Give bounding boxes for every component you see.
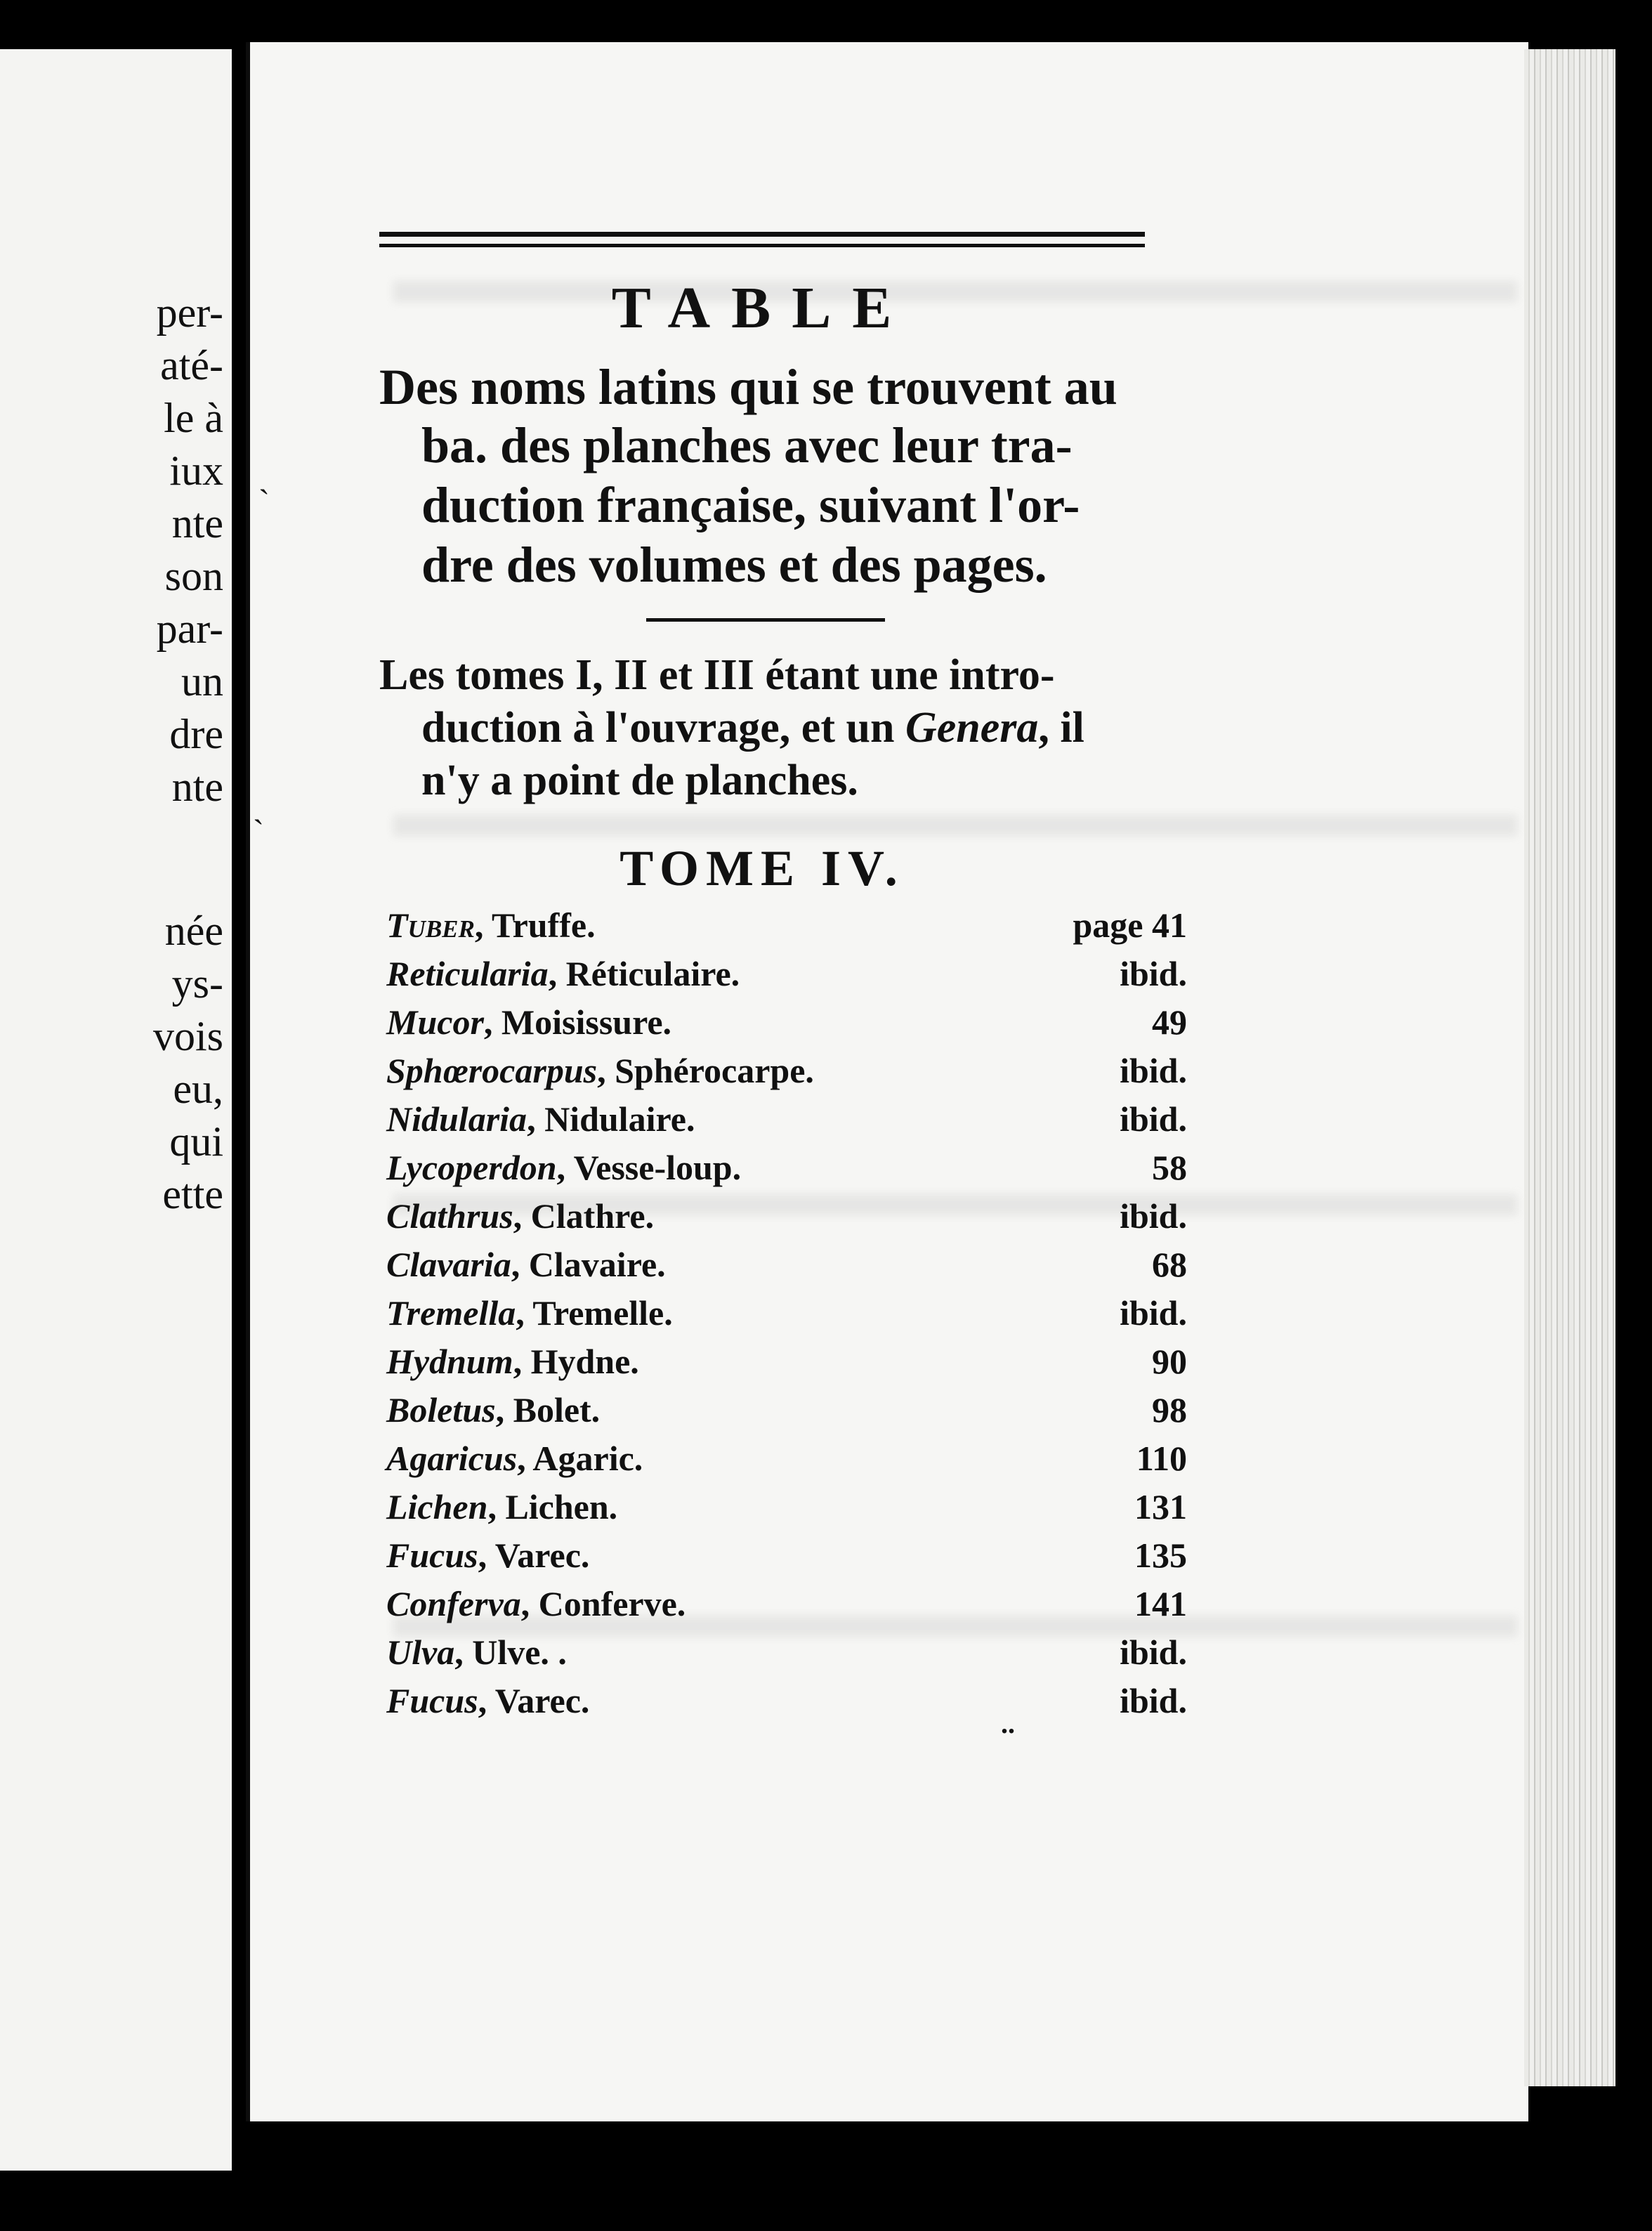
left-fragment-line: nte bbox=[171, 764, 223, 810]
subtitle-line: dre des volumes et des pages. bbox=[421, 537, 1047, 593]
page-ref: ibid. bbox=[1120, 1633, 1187, 1672]
left-fragment-line: vois bbox=[152, 1013, 223, 1059]
index-entry bbox=[386, 1389, 1187, 1432]
french-name: , Varec. bbox=[478, 1681, 590, 1720]
latin-name: Mucor bbox=[386, 1002, 484, 1042]
page-ref: 68 bbox=[1152, 1245, 1187, 1284]
left-fragment-line: le à bbox=[164, 395, 223, 441]
section-title: TOME IV. bbox=[620, 840, 905, 896]
latin-name: Sphœrocarpus bbox=[386, 1051, 598, 1090]
left-fragment-line: até- bbox=[160, 342, 223, 388]
latin-name: Hydnum bbox=[386, 1342, 513, 1381]
latin-name: Lycoperdon bbox=[386, 1148, 557, 1187]
intro-genera-italic: Genera bbox=[905, 704, 1039, 752]
left-fragment-line: un bbox=[181, 658, 223, 705]
index-entry bbox=[386, 1632, 1187, 1674]
left-fragment-line: dre bbox=[169, 711, 223, 757]
latin-name: Tuber bbox=[386, 905, 475, 945]
top-double-rule bbox=[379, 232, 1145, 247]
page-ref: 58 bbox=[1152, 1148, 1187, 1187]
intro-line: Les tomes I, II et III étant une intro- bbox=[379, 651, 1055, 699]
french-name: , Tremelle. bbox=[516, 1293, 673, 1333]
french-name: , Moisissure. bbox=[483, 1002, 672, 1042]
french-name: , Réticulaire. bbox=[548, 954, 740, 993]
page-ref: ibid. bbox=[1120, 1051, 1187, 1090]
index-entry bbox=[386, 1486, 1187, 1529]
french-name: , Agaric. bbox=[517, 1439, 643, 1478]
page-ref: 90 bbox=[1152, 1342, 1187, 1381]
latin-name: Conferva bbox=[386, 1584, 521, 1623]
page-title: TABLE bbox=[611, 275, 913, 341]
french-name: , Varec. bbox=[478, 1536, 590, 1575]
index-entry bbox=[386, 953, 1187, 995]
left-fragment-line: qui bbox=[169, 1118, 223, 1165]
left-fragment-line: eu, bbox=[173, 1066, 223, 1112]
french-name: , Hydne. bbox=[513, 1342, 639, 1381]
index-entry bbox=[386, 1293, 1187, 1335]
page-ref: ibid. bbox=[1120, 954, 1187, 993]
page-edge bbox=[1524, 49, 1615, 2086]
show-through bbox=[393, 815, 1517, 836]
intro-line: n'y a point de planches. bbox=[421, 757, 858, 804]
latin-name: Nidularia bbox=[386, 1099, 527, 1139]
latin-name: Agaricus bbox=[386, 1439, 518, 1478]
french-name: , Vesse-loup. bbox=[556, 1148, 742, 1187]
left-fragment-line: née bbox=[164, 908, 223, 954]
short-divider-rule bbox=[646, 618, 885, 622]
index-entry bbox=[386, 1244, 1187, 1286]
french-name: , Bolet. bbox=[495, 1390, 601, 1429]
latin-name: Reticularia bbox=[386, 954, 549, 993]
page-ref: 49 bbox=[1152, 1002, 1187, 1042]
left-fragment-line: ette bbox=[162, 1171, 223, 1217]
intro-line bbox=[421, 706, 1201, 750]
page-ref: 141 bbox=[1134, 1584, 1187, 1623]
left-fragment-line: iux bbox=[169, 447, 223, 494]
index-entry bbox=[386, 1050, 1187, 1092]
index-entry bbox=[386, 1147, 1187, 1189]
left-fragment-line: par- bbox=[156, 606, 223, 652]
page-ref: ibid. bbox=[1120, 1293, 1187, 1333]
page-ref: ibid. bbox=[1120, 1099, 1187, 1139]
french-name: , Conferve. bbox=[520, 1584, 686, 1623]
latin-name: Fucus bbox=[386, 1536, 478, 1575]
latin-name: Tremella bbox=[386, 1293, 516, 1333]
stray-mark: ˎ bbox=[258, 457, 270, 495]
latin-name: Clathrus bbox=[386, 1196, 513, 1236]
page-ref: ibid. bbox=[1120, 1681, 1187, 1720]
subtitle-line: Des noms latins qui se trouvent au bbox=[379, 359, 1117, 415]
left-fragment-line: son bbox=[164, 553, 223, 599]
page-ref: 110 bbox=[1136, 1439, 1187, 1478]
trailing-dots: .. bbox=[1001, 1708, 1015, 1739]
french-name: , Sphérocarpe. bbox=[597, 1051, 814, 1090]
index-entry bbox=[386, 1680, 1187, 1722]
subtitle-line: duction française, suivant l'or- bbox=[421, 477, 1080, 533]
latin-name: Lichen bbox=[386, 1487, 488, 1526]
index-entry bbox=[386, 1099, 1187, 1141]
stray-mark: ˎ bbox=[253, 787, 264, 825]
page-ref: page 41 bbox=[1073, 905, 1187, 945]
index-entry bbox=[386, 905, 1187, 947]
french-name: , Ulve. . bbox=[454, 1633, 567, 1672]
latin-name: Fucus bbox=[386, 1681, 478, 1720]
latin-name: Ulva bbox=[386, 1633, 455, 1672]
page-ref: ibid. bbox=[1120, 1196, 1187, 1236]
index-entry bbox=[386, 1196, 1187, 1238]
latin-name: Boletus bbox=[386, 1390, 496, 1429]
left-fragment-line: nte bbox=[171, 500, 223, 547]
intro-line2-suffix: , il bbox=[1038, 704, 1084, 752]
page-ref: 135 bbox=[1134, 1536, 1187, 1575]
index-entry bbox=[386, 1002, 1187, 1044]
intro-line2-prefix: duction à l'ouvrage, et un bbox=[421, 704, 905, 752]
page-ref: 131 bbox=[1134, 1487, 1187, 1526]
latin-name: Clavaria bbox=[386, 1245, 511, 1284]
french-name: , Truffe. bbox=[474, 905, 596, 945]
index-entry bbox=[386, 1583, 1187, 1625]
index-entry bbox=[386, 1341, 1187, 1383]
subtitle-line: ba. des planches avec leur tra- bbox=[421, 417, 1073, 473]
book-gutter bbox=[232, 0, 246, 2231]
french-name: , Clavaire. bbox=[511, 1245, 666, 1284]
index-entry bbox=[386, 1438, 1187, 1480]
french-name: , Lichen. bbox=[487, 1487, 618, 1526]
french-name: , Clathre. bbox=[513, 1196, 655, 1236]
left-fragment-line: ys- bbox=[171, 960, 223, 1007]
page-ref: 98 bbox=[1152, 1390, 1187, 1429]
left-page-fragment bbox=[0, 49, 235, 2171]
index-entry bbox=[386, 1535, 1187, 1577]
left-fragment-line: per- bbox=[156, 289, 223, 336]
french-name: , Nidulaire. bbox=[527, 1099, 695, 1139]
